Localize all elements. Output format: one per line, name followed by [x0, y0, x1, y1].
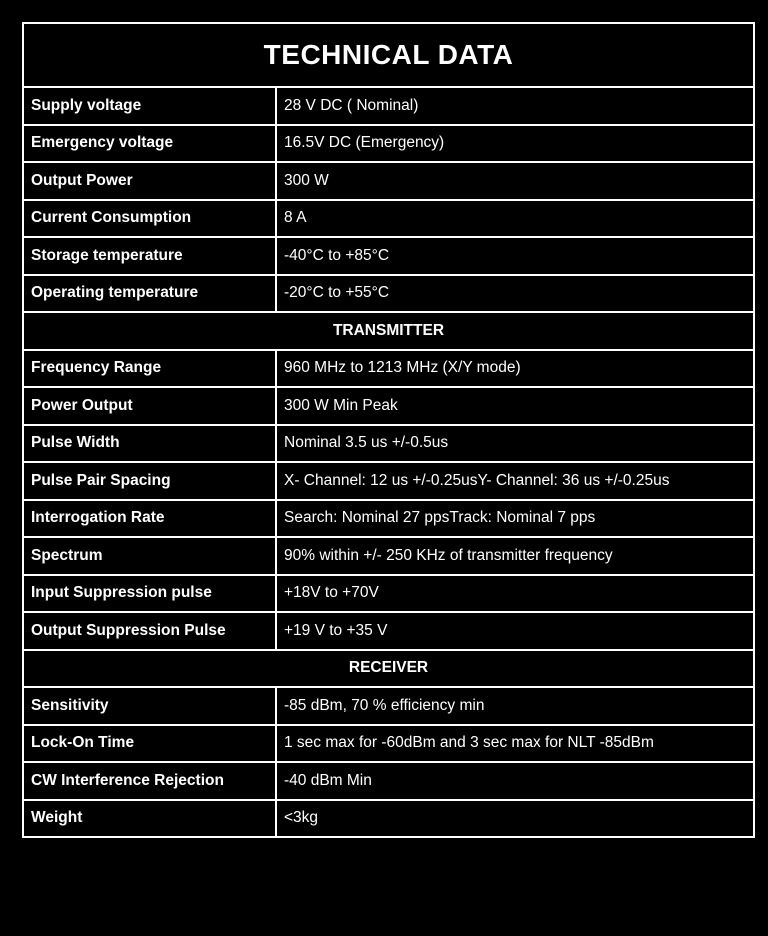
- row-value: Search: Nominal 27 ppsTrack: Nominal 7 pps: [276, 500, 754, 538]
- table-row: [23, 350, 754, 388]
- table-row: [23, 237, 754, 275]
- row-label: Sensitivity: [23, 687, 276, 725]
- row-label: Weight: [23, 800, 276, 838]
- table-title: TECHNICAL DATA: [23, 23, 754, 87]
- row-value: 960 MHz to 1213 MHz (X/Y mode): [276, 350, 754, 388]
- row-value: -40 dBm Min: [276, 762, 754, 800]
- row-value: 1 sec max for -60dBm and 3 sec max for NLT -85dBm: [276, 725, 754, 763]
- row-label: CW Interference Rejection: [23, 762, 276, 800]
- row-label: Frequency Range: [23, 350, 276, 388]
- row-label: Lock-On Time: [23, 725, 276, 763]
- row-value: <3kg: [276, 800, 754, 838]
- table-row: [23, 575, 754, 613]
- row-label: Interrogation Rate: [23, 500, 276, 538]
- row-value: -40°C to +85°C: [276, 237, 754, 275]
- section-row-transmitter: [23, 312, 754, 350]
- table-row: [23, 87, 754, 125]
- row-label: Pulse Width: [23, 425, 276, 463]
- row-value: 300 W: [276, 162, 754, 200]
- section-row-receiver: [23, 650, 754, 688]
- row-label: Output Power: [23, 162, 276, 200]
- row-label: Pulse Pair Spacing: [23, 462, 276, 500]
- table-row: [23, 125, 754, 163]
- row-value: -85 dBm, 70 % efficiency min: [276, 687, 754, 725]
- row-label: Input Suppression pulse: [23, 575, 276, 613]
- row-label: Output Suppression Pulse: [23, 612, 276, 650]
- table-row: [23, 800, 754, 838]
- table-row: [23, 275, 754, 313]
- row-label: Emergency voltage: [23, 125, 276, 163]
- table-row: [23, 762, 754, 800]
- row-value: +19 V to +35 V: [276, 612, 754, 650]
- row-value: +18V to +70V: [276, 575, 754, 613]
- row-value: 300 W Min Peak: [276, 387, 754, 425]
- row-label: Current Consumption: [23, 200, 276, 238]
- row-label: Storage temperature: [23, 237, 276, 275]
- row-label: Power Output: [23, 387, 276, 425]
- row-value: 28 V DC ( Nominal): [276, 87, 754, 125]
- table-row: [23, 387, 754, 425]
- table-row: [23, 537, 754, 575]
- table-row: [23, 162, 754, 200]
- row-label: Operating temperature: [23, 275, 276, 313]
- table-row: [23, 725, 754, 763]
- row-value: 8 A: [276, 200, 754, 238]
- table-row: [23, 687, 754, 725]
- row-value: -20°C to +55°C: [276, 275, 754, 313]
- table-row: [23, 612, 754, 650]
- table-row: [23, 500, 754, 538]
- row-value: 16.5V DC (Emergency): [276, 125, 754, 163]
- section-heading-transmitter: TRANSMITTER: [23, 312, 754, 350]
- title-row: [23, 23, 754, 87]
- row-value: Nominal 3.5 us +/-0.5us: [276, 425, 754, 463]
- row-value: 90% within +/- 250 KHz of transmitter frequency: [276, 537, 754, 575]
- technical-data-table: [22, 22, 755, 838]
- section-heading-receiver: RECEIVER: [23, 650, 754, 688]
- row-label: Spectrum: [23, 537, 276, 575]
- row-value: X- Channel: 12 us +/-0.25usY- Channel: 36 us +/-0.25us: [276, 462, 754, 500]
- row-label: Supply voltage: [23, 87, 276, 125]
- table-row: [23, 462, 754, 500]
- table-row: [23, 425, 754, 463]
- table-row: [23, 200, 754, 238]
